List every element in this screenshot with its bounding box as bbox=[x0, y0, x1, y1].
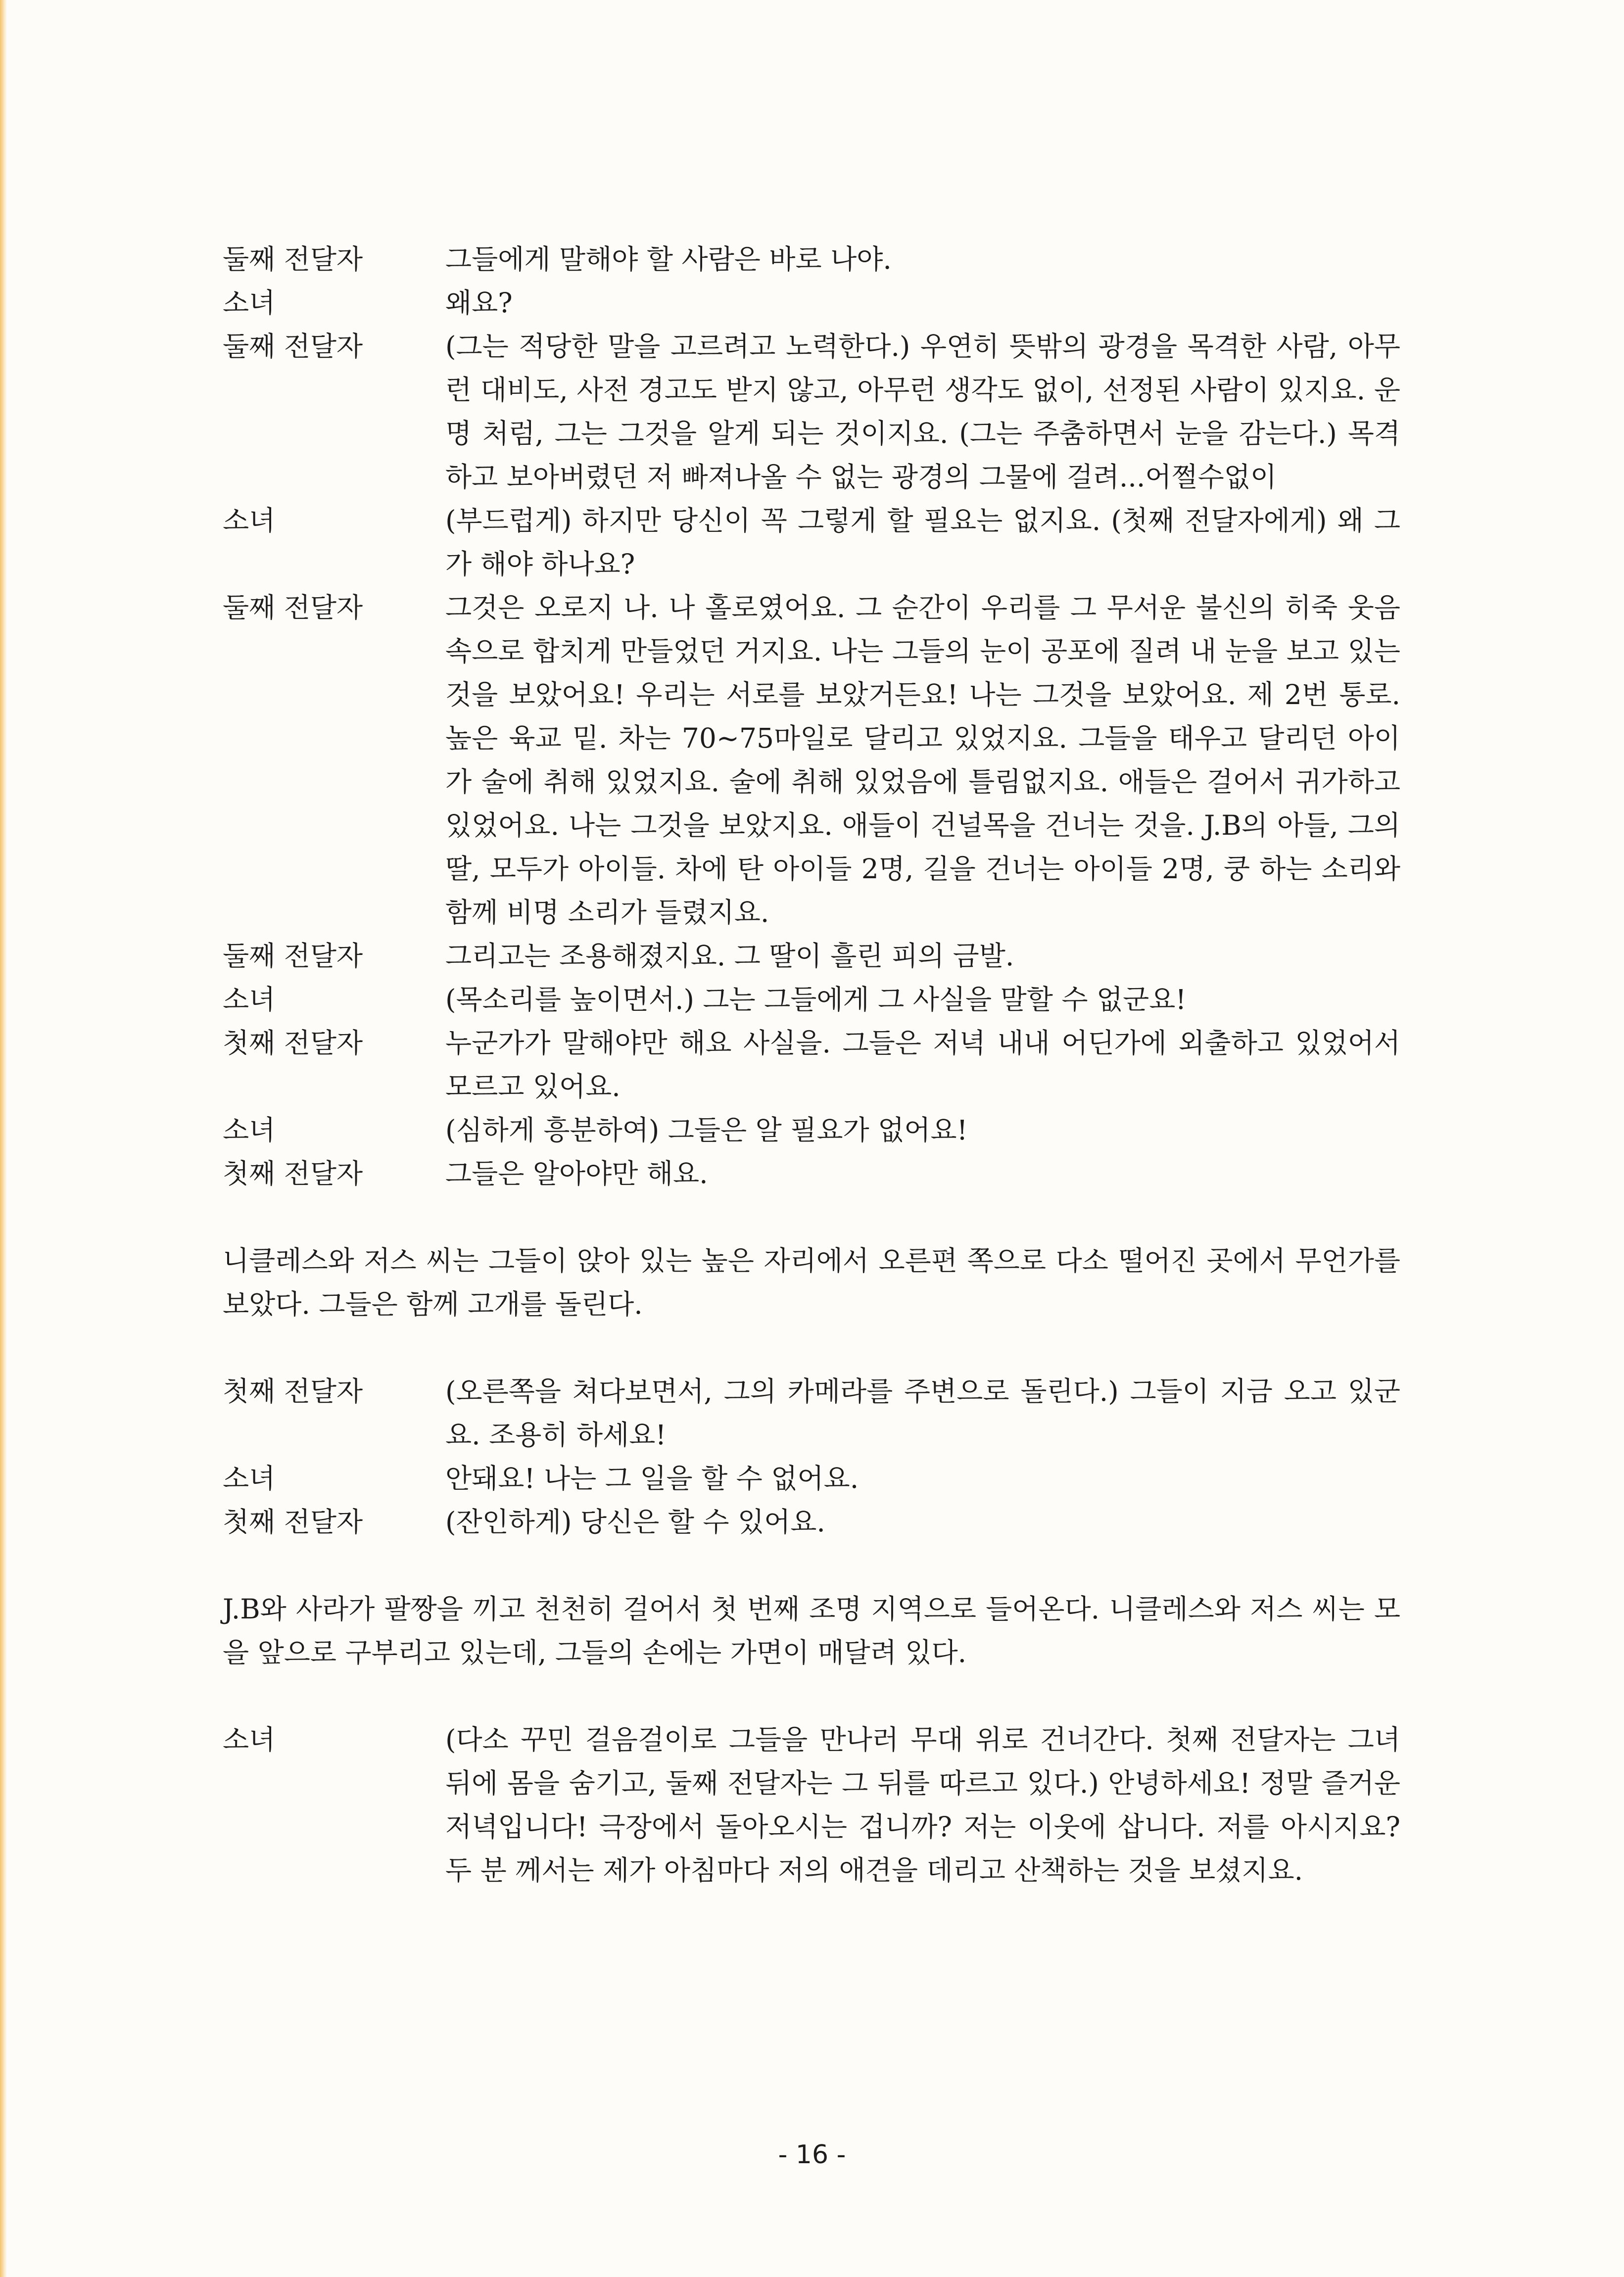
dialogue-line bbox=[223, 1152, 1400, 1195]
paragraph-gap bbox=[223, 1544, 1400, 1587]
dialogue-line bbox=[223, 934, 1400, 978]
speaker-name: 둘째 전달자 bbox=[223, 243, 363, 275]
speaker-name: 소녀 bbox=[223, 1724, 276, 1755]
dialogue-line bbox=[223, 237, 1400, 281]
dialogue-line bbox=[223, 978, 1400, 1021]
speech-text: 그들은 알아야만 해요. bbox=[445, 1158, 708, 1189]
speech-text: (심하게 흥분하여) 그들은 알 필요가 없어요! bbox=[445, 1114, 968, 1146]
speaker-name: 소녀 bbox=[223, 984, 276, 1015]
speaker-name: 둘째 전달자 bbox=[223, 331, 363, 362]
stage-direction: 니클레스와 저스 씨는 그들이 앉아 있는 높은 자리에서 오른편 쪽으로 다소 떨어진 곳에서 무언가를 보았다. 그들은 함께 고개를 돌린다. bbox=[223, 1245, 1400, 1320]
speech-text: (부드럽게) 하지만 당신이 꼭 그렇게 할 필요는 없지요. (첫째 전달자에게) 왜 그가 해야 하나요? bbox=[445, 505, 1400, 580]
paragraph-gap bbox=[223, 1326, 1400, 1370]
speaker-name: 첫째 전달자 bbox=[223, 1027, 363, 1059]
dialogue-line bbox=[223, 499, 1400, 586]
dialogue-block-3 bbox=[223, 1718, 1400, 1892]
speaker-name: 소녀 bbox=[223, 1114, 276, 1146]
speaker-name: 첫째 전달자 bbox=[223, 1158, 363, 1189]
speech-text: 누군가가 말해야만 해요 사실을. 그들은 저녁 내내 어딘가에 외출하고 있었어서 모르고 있어요. bbox=[445, 1027, 1400, 1102]
dialogue-line bbox=[223, 1457, 1400, 1500]
dialogue-line bbox=[223, 1108, 1400, 1152]
speaker-name: 둘째 전달자 bbox=[223, 592, 363, 623]
speech-text: 그것은 오로지 나. 나 홀로였어요. 그 순간이 우리를 그 무서운 불신의 히죽 웃음 속으로 합치게 만들었던 거지요. 나는 그들의 눈이 공포에 질려 내 눈을 보고 있는 것을 보았어요! 우리는 서로를 보았거든요! 나는 그것을 보았어요. 제 2번 통로. 높은 육교 밑. 차는 70~75마일로 달리고 있었지요. 그들을 태우고 달리던 아이가 술에 취해 있었지요. 술에 취해 있었음에 틀림없지요. 애들은 걸어서 귀가하고 있었어요. 나는 그것을 보았지요. 애들이 건널목을 건너는 것을. J.B의 아들, 그의 딸, 모두가 아이들. 차에 탄 아이들 2명, 길을 건너는 아이들 2명, 쿵 하는 소리와 함께 비명 소리가 들렸지요. bbox=[445, 592, 1400, 928]
speech-text: 그리고는 조용해졌지요. 그 딸이 흘린 피의 금발. bbox=[445, 940, 1014, 972]
page-number: - 16 - bbox=[778, 2140, 846, 2170]
dialogue-line bbox=[223, 586, 1400, 934]
speech-text: (오른쪽을 쳐다보면서, 그의 카메라를 주변으로 돌린다.) 그들이 지금 오고 있군요. 조용히 하세요! bbox=[445, 1376, 1400, 1451]
speaker-name: 둘째 전달자 bbox=[223, 940, 363, 972]
dialogue-line bbox=[223, 1718, 1400, 1892]
speech-text: 그들에게 말해야 할 사람은 바로 나야. bbox=[445, 243, 892, 275]
dialogue-line bbox=[223, 1500, 1400, 1544]
speaker-name: 소녀 bbox=[223, 505, 276, 536]
speech-text: (그는 적당한 말을 고르려고 노력한다.) 우연히 뜻밖의 광경을 목격한 사람, 아무런 대비도, 사전 경고도 받지 않고, 아무런 생각도 없이, 선정된 사람이 있지요. 운명 처럼, 그는 그것을 알게 되는 것이지요. (그는 주춤하면서 눈을 감는다.) 목격하고 보아버렸던 저 빠져나올 수 없는 광경의 그물에 걸려...어쩔수없이 bbox=[445, 331, 1400, 493]
dialogue-block-1 bbox=[223, 237, 1400, 1195]
speaker-name: 첫째 전달자 bbox=[223, 1506, 363, 1538]
paragraph-gap bbox=[223, 1674, 1400, 1718]
speaker-name: 첫째 전달자 bbox=[223, 1376, 363, 1407]
speech-text: 안돼요! 나는 그 일을 할 수 없어요. bbox=[445, 1463, 859, 1494]
speaker-name: 소녀 bbox=[223, 287, 276, 319]
script-page bbox=[223, 237, 1400, 1892]
speech-text: 왜요? bbox=[445, 287, 513, 319]
paragraph-gap bbox=[223, 1195, 1400, 1239]
speech-text: (목소리를 높이면서.) 그는 그들에게 그 사실을 말할 수 없군요! bbox=[445, 984, 1187, 1015]
speech-text: (다소 꾸민 걸음걸이로 그들을 만나러 무대 위로 건너간다. 첫째 전달자는 그녀 뒤에 몸을 숨기고, 둘째 전달자는 그 뒤를 따르고 있다.) 안녕하세요! 정말 즐거운 저녁입니다! 극장에서 돌아오시는 겁니까? 저는 이웃에 삽니다. 저를 아시지요? 두 분 께서는 제가 아침마다 저의 애견을 데리고 산책하는 것을 보셨지요. bbox=[445, 1724, 1400, 1886]
dialogue-line bbox=[223, 281, 1400, 325]
speaker-name: 소녀 bbox=[223, 1463, 276, 1494]
stage-direction: J.B와 사라가 팔짱을 끼고 천천히 걸어서 첫 번째 조명 지역으로 들어온다. 니클레스와 저스 씨는 모을 앞으로 구부리고 있는데, 그들의 손에는 가면이 매달려 있다. bbox=[223, 1593, 1400, 1668]
page-edge-stain bbox=[0, 0, 7, 2277]
dialogue-line bbox=[223, 1021, 1400, 1108]
dialogue-line bbox=[223, 325, 1400, 499]
dialogue-block-2 bbox=[223, 1370, 1400, 1544]
speech-text: (잔인하게) 당신은 할 수 있어요. bbox=[445, 1506, 825, 1538]
dialogue-line bbox=[223, 1370, 1400, 1457]
